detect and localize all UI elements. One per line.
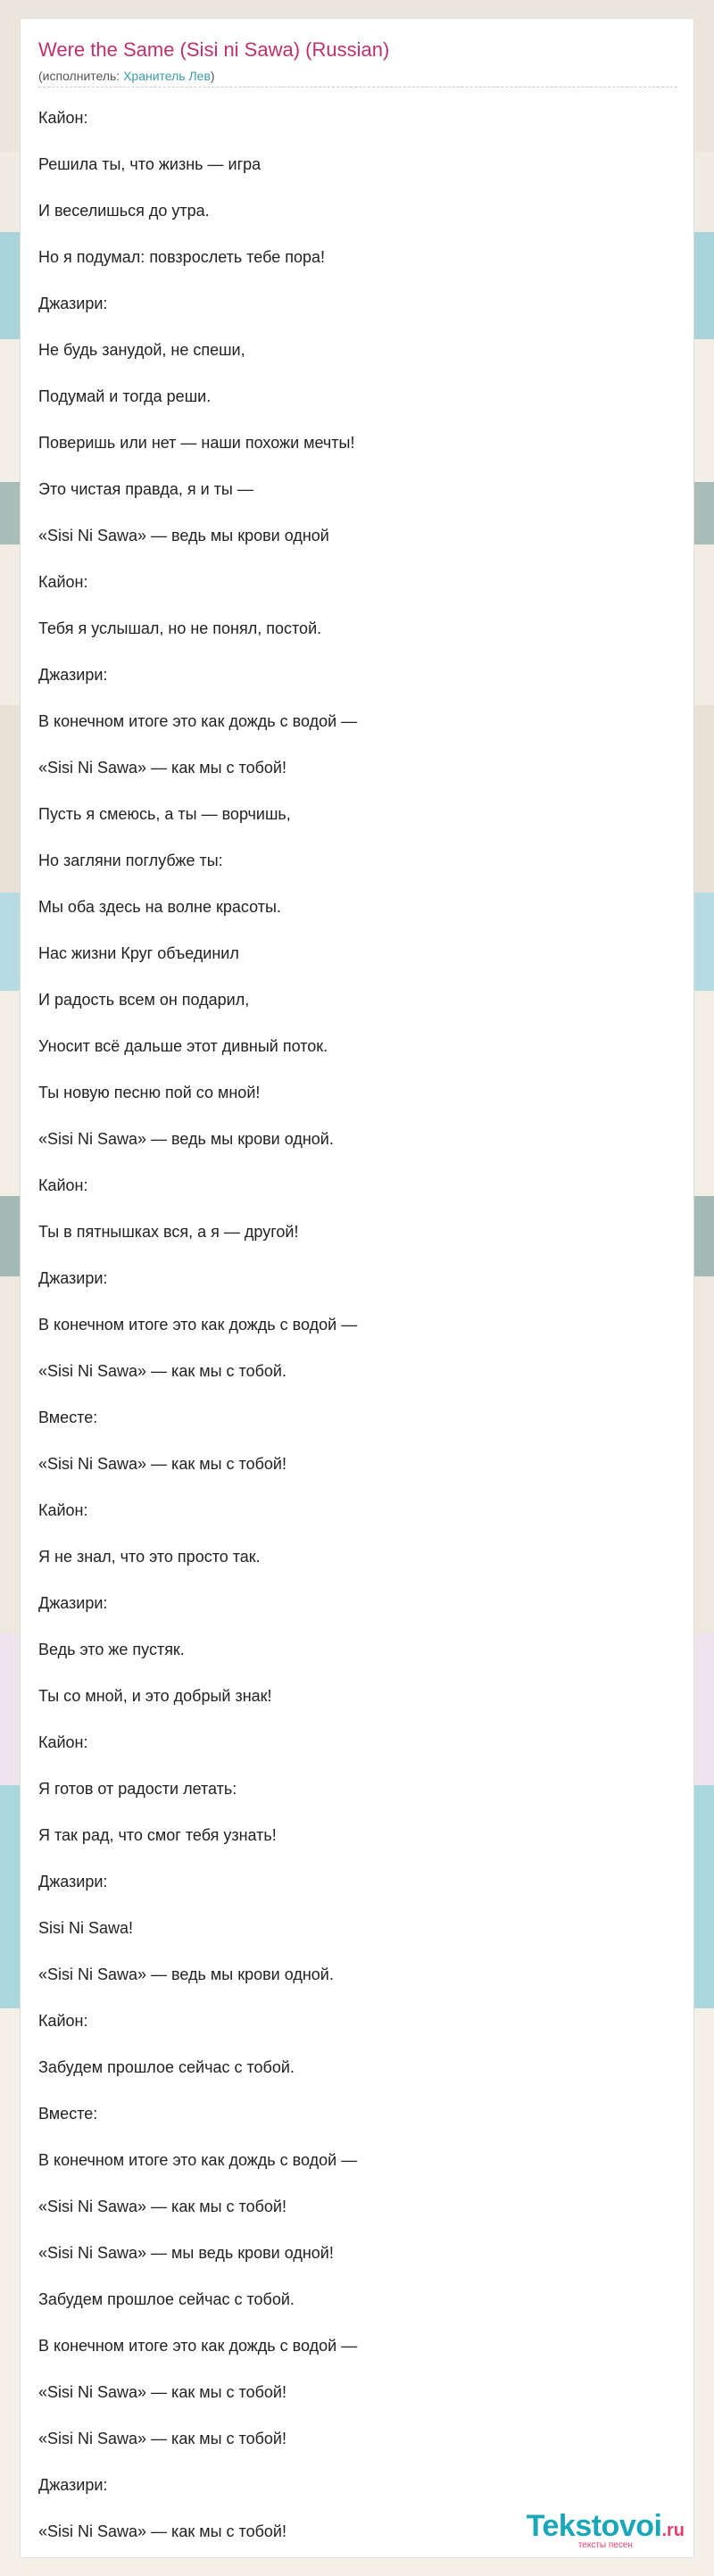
lyric-line: В конечном итоге это как дождь с водой —	[38, 2151, 358, 2169]
lyric-line: Забудем прошлое сейчас с тобой.	[38, 2058, 295, 2076]
lyric-line: Вместе:	[38, 2105, 98, 2123]
lyric-line: Кайон:	[38, 1733, 88, 1751]
song-title: Were the Same (Sisi ni Sawa) (Russian)	[38, 38, 390, 61]
site-logo[interactable]	[527, 2509, 685, 2550]
lyric-line: «Sisi Ni Sawa» — как мы с тобой.	[38, 1362, 286, 1380]
lyric-line: Кайон:	[38, 109, 88, 127]
lyric-line: И веселишься до утра.	[38, 202, 210, 220]
lyric-line: Кайон:	[38, 2012, 88, 2030]
logo-tld: .ru	[661, 2521, 685, 2540]
lyric-line: Ты со мной, и это добрый знак!	[38, 1687, 272, 1705]
lyric-line: Ты новую песню пой со мной!	[38, 1084, 261, 1101]
lyric-line: «Sisi Ni Sawa» — ведь мы крови одной.	[38, 1965, 334, 1983]
lyric-line: Джазири:	[38, 295, 108, 312]
lyric-line: Джазири:	[38, 2476, 108, 2494]
lyric-line: Но я подумал: повзрослеть тебе пора!	[38, 248, 325, 266]
lyric-line: В конечном итоге это как дождь с водой —	[38, 1316, 358, 1334]
lyric-line: В конечном итоге это как дождь с водой —	[38, 712, 358, 730]
lyric-line: Джазири:	[38, 666, 108, 684]
performer-suffix: )	[210, 69, 215, 83]
lyric-line: Кайон:	[38, 1501, 88, 1519]
lyric-line: «Sisi Ni Sawa» — как мы с тобой!	[38, 2522, 286, 2540]
lyric-line: «Sisi Ni Sawa» — мы ведь крови одной!	[38, 2244, 334, 2262]
lyric-line: Sisi Ni Sawa!	[38, 1919, 134, 1937]
lyric-line: Тебя я услышал, но не понял, постой.	[38, 619, 322, 637]
lyrics-body	[38, 95, 357, 2555]
lyric-line: «Sisi Ni Sawa» — как мы с тобой!	[38, 2383, 286, 2401]
lyric-line: Не будь занудой, не спеши,	[38, 341, 245, 359]
lyric-line: И радость всем он подарил,	[38, 991, 250, 1009]
lyric-line: «Sisi Ni Sawa» — ведь мы крови одной	[38, 527, 329, 544]
lyric-line: Кайон:	[38, 573, 88, 591]
lyric-line: Забудем прошлое сейчас с тобой.	[38, 2290, 295, 2308]
lyric-line: «Sisi Ni Sawa» — как мы с тобой!	[38, 2430, 286, 2447]
lyric-line: Джазири:	[38, 1873, 108, 1890]
lyric-line: Я готов от радости летать:	[38, 1780, 237, 1798]
logo-name: Tekstovoi	[526, 2509, 662, 2543]
lyric-line: «Sisi Ni Sawa» — как мы с тобой!	[38, 759, 286, 777]
lyric-line: Я не знал, что это просто так.	[38, 1548, 261, 1566]
lyric-line: Ты в пятнышках вся, а я — другой!	[38, 1223, 299, 1241]
lyric-line: Вместе:	[38, 1408, 98, 1426]
logo-tagline: тексты песен	[577, 2540, 633, 2550]
performer-link[interactable]: Хранитель Лев	[123, 69, 211, 83]
lyric-line: «Sisi Ni Sawa» — как мы с тобой!	[38, 1455, 286, 1473]
lyric-line: Я так рад, что смог тебя узнать!	[38, 1826, 277, 1844]
lyric-line: Нас жизни Круг объединил	[38, 944, 239, 962]
lyric-line: Мы оба здесь на волне красоты.	[38, 898, 281, 916]
performer-prefix: (исполнитель:	[38, 69, 124, 83]
lyric-line: Подумай и тогда реши.	[38, 387, 212, 405]
lyric-line: «Sisi Ni Sawa» — ведь мы крови одной.	[38, 1130, 334, 1148]
lyric-line: Поверишь или нет — наши похожи мечты!	[38, 434, 355, 452]
lyric-line: Кайон:	[38, 1176, 88, 1194]
lyric-line: Это чистая правда, я и ты —	[38, 480, 253, 498]
performer-line	[38, 69, 215, 83]
lyric-line: Уносит всё дальше этот дивный поток.	[38, 1037, 328, 1055]
lyrics-card	[20, 18, 694, 2558]
lyric-line: В конечном итоге это как дождь с водой —	[38, 2337, 358, 2355]
lyric-line: Пусть я смеюсь, а ты — ворчишь,	[38, 805, 291, 823]
lyric-line: Решила ты, что жизнь — игра	[38, 155, 262, 173]
lyric-line: Джазири:	[38, 1269, 108, 1287]
lyric-line: Но загляни поглубже ты:	[38, 852, 223, 869]
lyric-line: Джазири:	[38, 1594, 108, 1612]
lyric-line: «Sisi Ni Sawa» — как мы с тобой!	[38, 2198, 286, 2215]
lyric-line: Ведь это же пустяк.	[38, 1641, 185, 1658]
